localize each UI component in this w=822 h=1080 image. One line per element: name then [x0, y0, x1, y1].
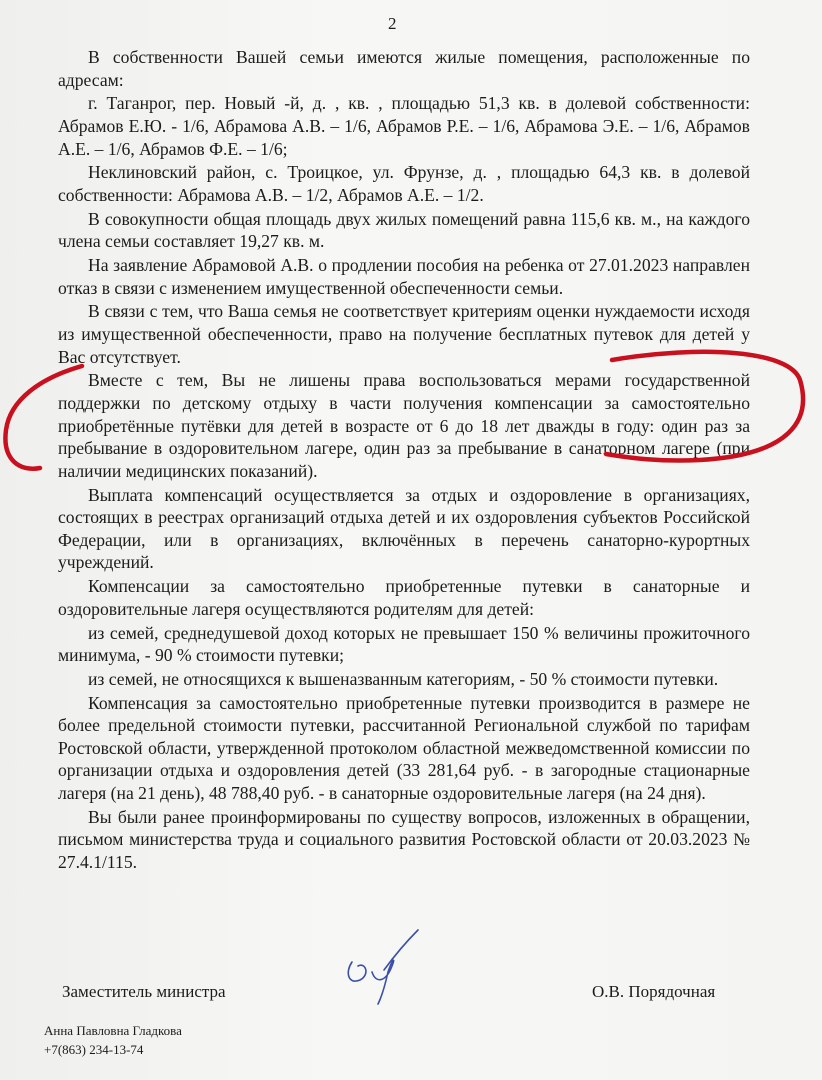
paragraph-no-free-vouchers: В связи с тем, что Ваша семья не соответствует критериям оценки нуждаемости исходя из имущественной обеспеченности, право на получение бесплатных путевок для детей у Вас отсутствует. — [58, 301, 750, 367]
paragraph-compensation-parents: Компенсации за самостоятельно приобретенные путевки в санаторные и оздоровительные лагеря осуществляются родителям для детей: — [58, 576, 750, 619]
signer-name: О.В. Порядочная — [592, 982, 716, 1001]
letter-body — [58, 46, 750, 875]
paragraph-benefit-refusal: На заявление Абрамовой А.В. о продлении пособия на ребенка от 27.01.2023 направлен отказ в связи с изменением имущественной обеспеченности семьи. — [58, 255, 750, 298]
page-number: 2 — [388, 14, 397, 33]
paragraph-taganrog-property: г. Таганрог, пер. Новый -й, д. , кв. , площадью 51,3 кв. в долевой собственности: Абрамов Е.Ю. - 1/6, Абрамова А.В. – 1/6, Абрамов Р.Е. – 1/6, Абрамова Э.Е. – 1/6, Абрамов А.Е. – 1/6, Абрамов Ф.Е. – 1/6; — [58, 93, 750, 159]
paragraph-previous-notice: Вы были ранее проинформированы по существу вопросов, изложенных в обращении, письмом министерства труда и социального развития Ростовской области от 20.03.2023 № 27.4.1/115. — [58, 806, 750, 873]
paragraph-low-income-rate: из семей, среднедушевой доход которых не превышает 150 % величины прожиточного минимума, - 90 % стоимости путевки; — [58, 622, 750, 666]
executor-name: Анна Павловна Гладкова — [44, 1023, 182, 1038]
signer-title: Заместитель министра — [62, 982, 226, 1001]
paragraph-max-cost: Компенсация за самостоятельно приобретенные путевки производится в размере не более предельной стоимости путевки, рассчитанной Региональной службой по тарифам Ростовской области, утвержденной протоколом областной межведомственной комиссии по организации отдыха и оздоровления детей (33 281,64 руб. - в загородные стационарные лагеря (на 21 день), 48 788,40 руб. - в санаторные оздоровительные лагеря (на 24 дня). — [58, 692, 750, 804]
executor-phone: +7(863) 234-13-74 — [44, 1042, 144, 1057]
paragraph-ownership-intro: В собственности Вашей семьи имеются жилые помещения, расположенные по адресам: — [58, 47, 750, 90]
signature-block — [0, 982, 822, 1012]
paragraph-troitskoe-property: Неклиновский район, с. Троицкое, ул. Фрунзе, д. , площадью 64,3 кв. в долевой собственности: Абрамова А.В. – 1/2, Абрамов А.Е. – 1/2. — [58, 162, 750, 205]
paragraph-other-families-rate: из семей, не относящихся к вышеназванным категориям, - 50 % стоимости путевки. — [88, 668, 719, 689]
paragraph-payment-organizations: Выплата компенсаций осуществляется за отдых и оздоровление в организациях, состоящих в реестрах организаций отдыха детей и их оздоровления субъектов Российской Федерации, или в организациях, включённых в перечень санаторно-курортных учреждений. — [58, 484, 750, 573]
paragraph-total-area: В совокупности общая площадь двух жилых помещений равна 115,6 кв. м., на каждого члена семьи составляет 19,27 кв. м. — [58, 208, 750, 252]
executor-info — [44, 1021, 182, 1059]
paragraph-compensation-right: Вместе с тем, Вы не лишены права воспользоваться мерами государственной поддержки по детскому отдыху в части получения компенсации за самостоятельно приобретённые путёвки для детей в возрасте от 6 до 18 лет дважды в году: один раз за пребывание в оздоровительном лагере, один раз за пребывание в санаторном лагере (при наличии медицинских показаний). — [58, 370, 750, 481]
